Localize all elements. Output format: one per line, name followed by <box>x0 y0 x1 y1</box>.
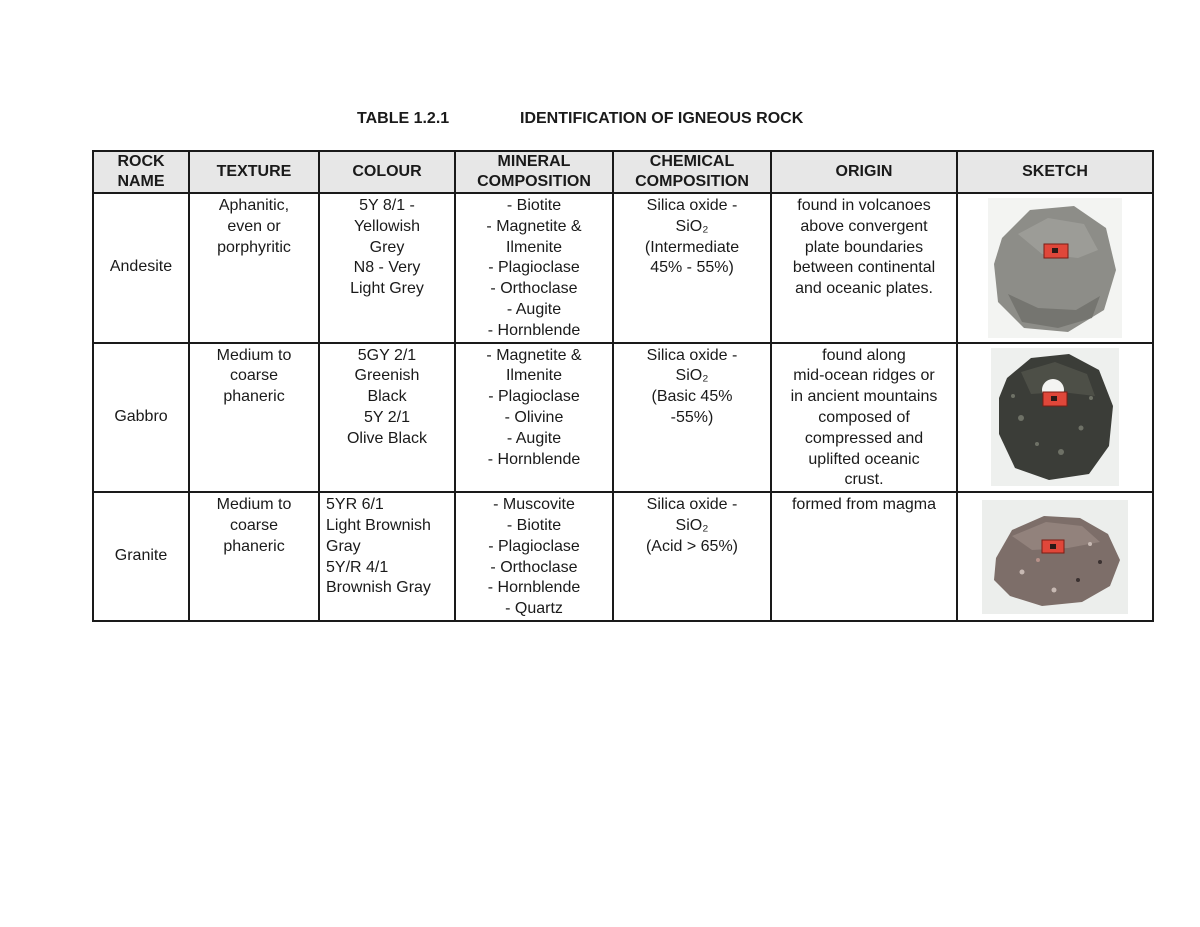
header-rock-name: ROCK NAME <box>93 151 189 193</box>
mineral-cell: - Magnetite & Ilmenite - Plagioclase - Olivine - Augite - Hornblende <box>455 343 613 493</box>
granite-rock-photo <box>982 500 1128 614</box>
rock-name-cell: Gabbro <box>93 343 189 493</box>
colour-cell: 5Y 8/1 - Yellowish Grey N8 - Very Light Grey <box>319 193 455 343</box>
gabbro-rock-photo <box>991 348 1119 486</box>
rock-name-cell: Granite <box>93 492 189 621</box>
header-chemical-composition: CHEMICAL COMPOSITION <box>613 151 771 193</box>
header-mineral-composition: MINERAL COMPOSITION <box>455 151 613 193</box>
igneous-rock-table <box>92 150 1154 622</box>
rock-name-cell: Andesite <box>93 193 189 343</box>
chemical-cell: Silica oxide - SiO₂ (Basic 45% -55%) <box>613 343 771 493</box>
sketch-cell <box>957 343 1153 493</box>
origin-cell: found along mid-ocean ridges or in ancient mountains composed of compressed and uplifted oceanic crust. <box>771 343 957 493</box>
header-texture: TEXTURE <box>189 151 319 193</box>
chemical-cell: Silica oxide - SiO₂ (Acid > 65%) <box>613 492 771 621</box>
colour-cell: 5GY 2/1 Greenish Black 5Y 2/1 Olive Black <box>319 343 455 493</box>
andesite-rock-photo <box>988 198 1122 338</box>
header-origin: ORIGIN <box>771 151 957 193</box>
texture-cell: Medium to coarse phaneric <box>189 343 319 493</box>
mineral-cell: - Muscovite - Biotite - Plagioclase - Orthoclase - Hornblende - Quartz <box>455 492 613 621</box>
header-sketch: SKETCH <box>957 151 1153 193</box>
table-row <box>93 343 1153 493</box>
table-row <box>93 193 1153 343</box>
header-colour: COLOUR <box>319 151 455 193</box>
table-row <box>93 492 1153 621</box>
texture-cell: Medium to coarse phaneric <box>189 492 319 621</box>
table-caption: IDENTIFICATION OF IGNEOUS ROCK <box>520 110 804 127</box>
colour-cell: 5YR 6/1 Light Brownish Gray 5Y/R 4/1 Brownish Gray <box>319 492 455 621</box>
mineral-cell: - Biotite - Magnetite & Ilmenite - Plagioclase - Orthoclase - Augite - Hornblende <box>455 193 613 343</box>
header-row <box>93 151 1153 193</box>
origin-cell: formed from magma <box>771 492 957 621</box>
sketch-cell <box>957 492 1153 621</box>
chemical-cell: Silica oxide - SiO₂ (Intermediate 45% - 55%) <box>613 193 771 343</box>
sketch-cell <box>957 193 1153 343</box>
origin-cell: found in volcanoes above convergent plate boundaries between continental and oceanic plates. <box>771 193 957 343</box>
texture-cell: Aphanitic, even or porphyritic <box>189 193 319 343</box>
table-number: TABLE 1.2.1 <box>357 110 450 127</box>
table-title <box>357 110 803 128</box>
